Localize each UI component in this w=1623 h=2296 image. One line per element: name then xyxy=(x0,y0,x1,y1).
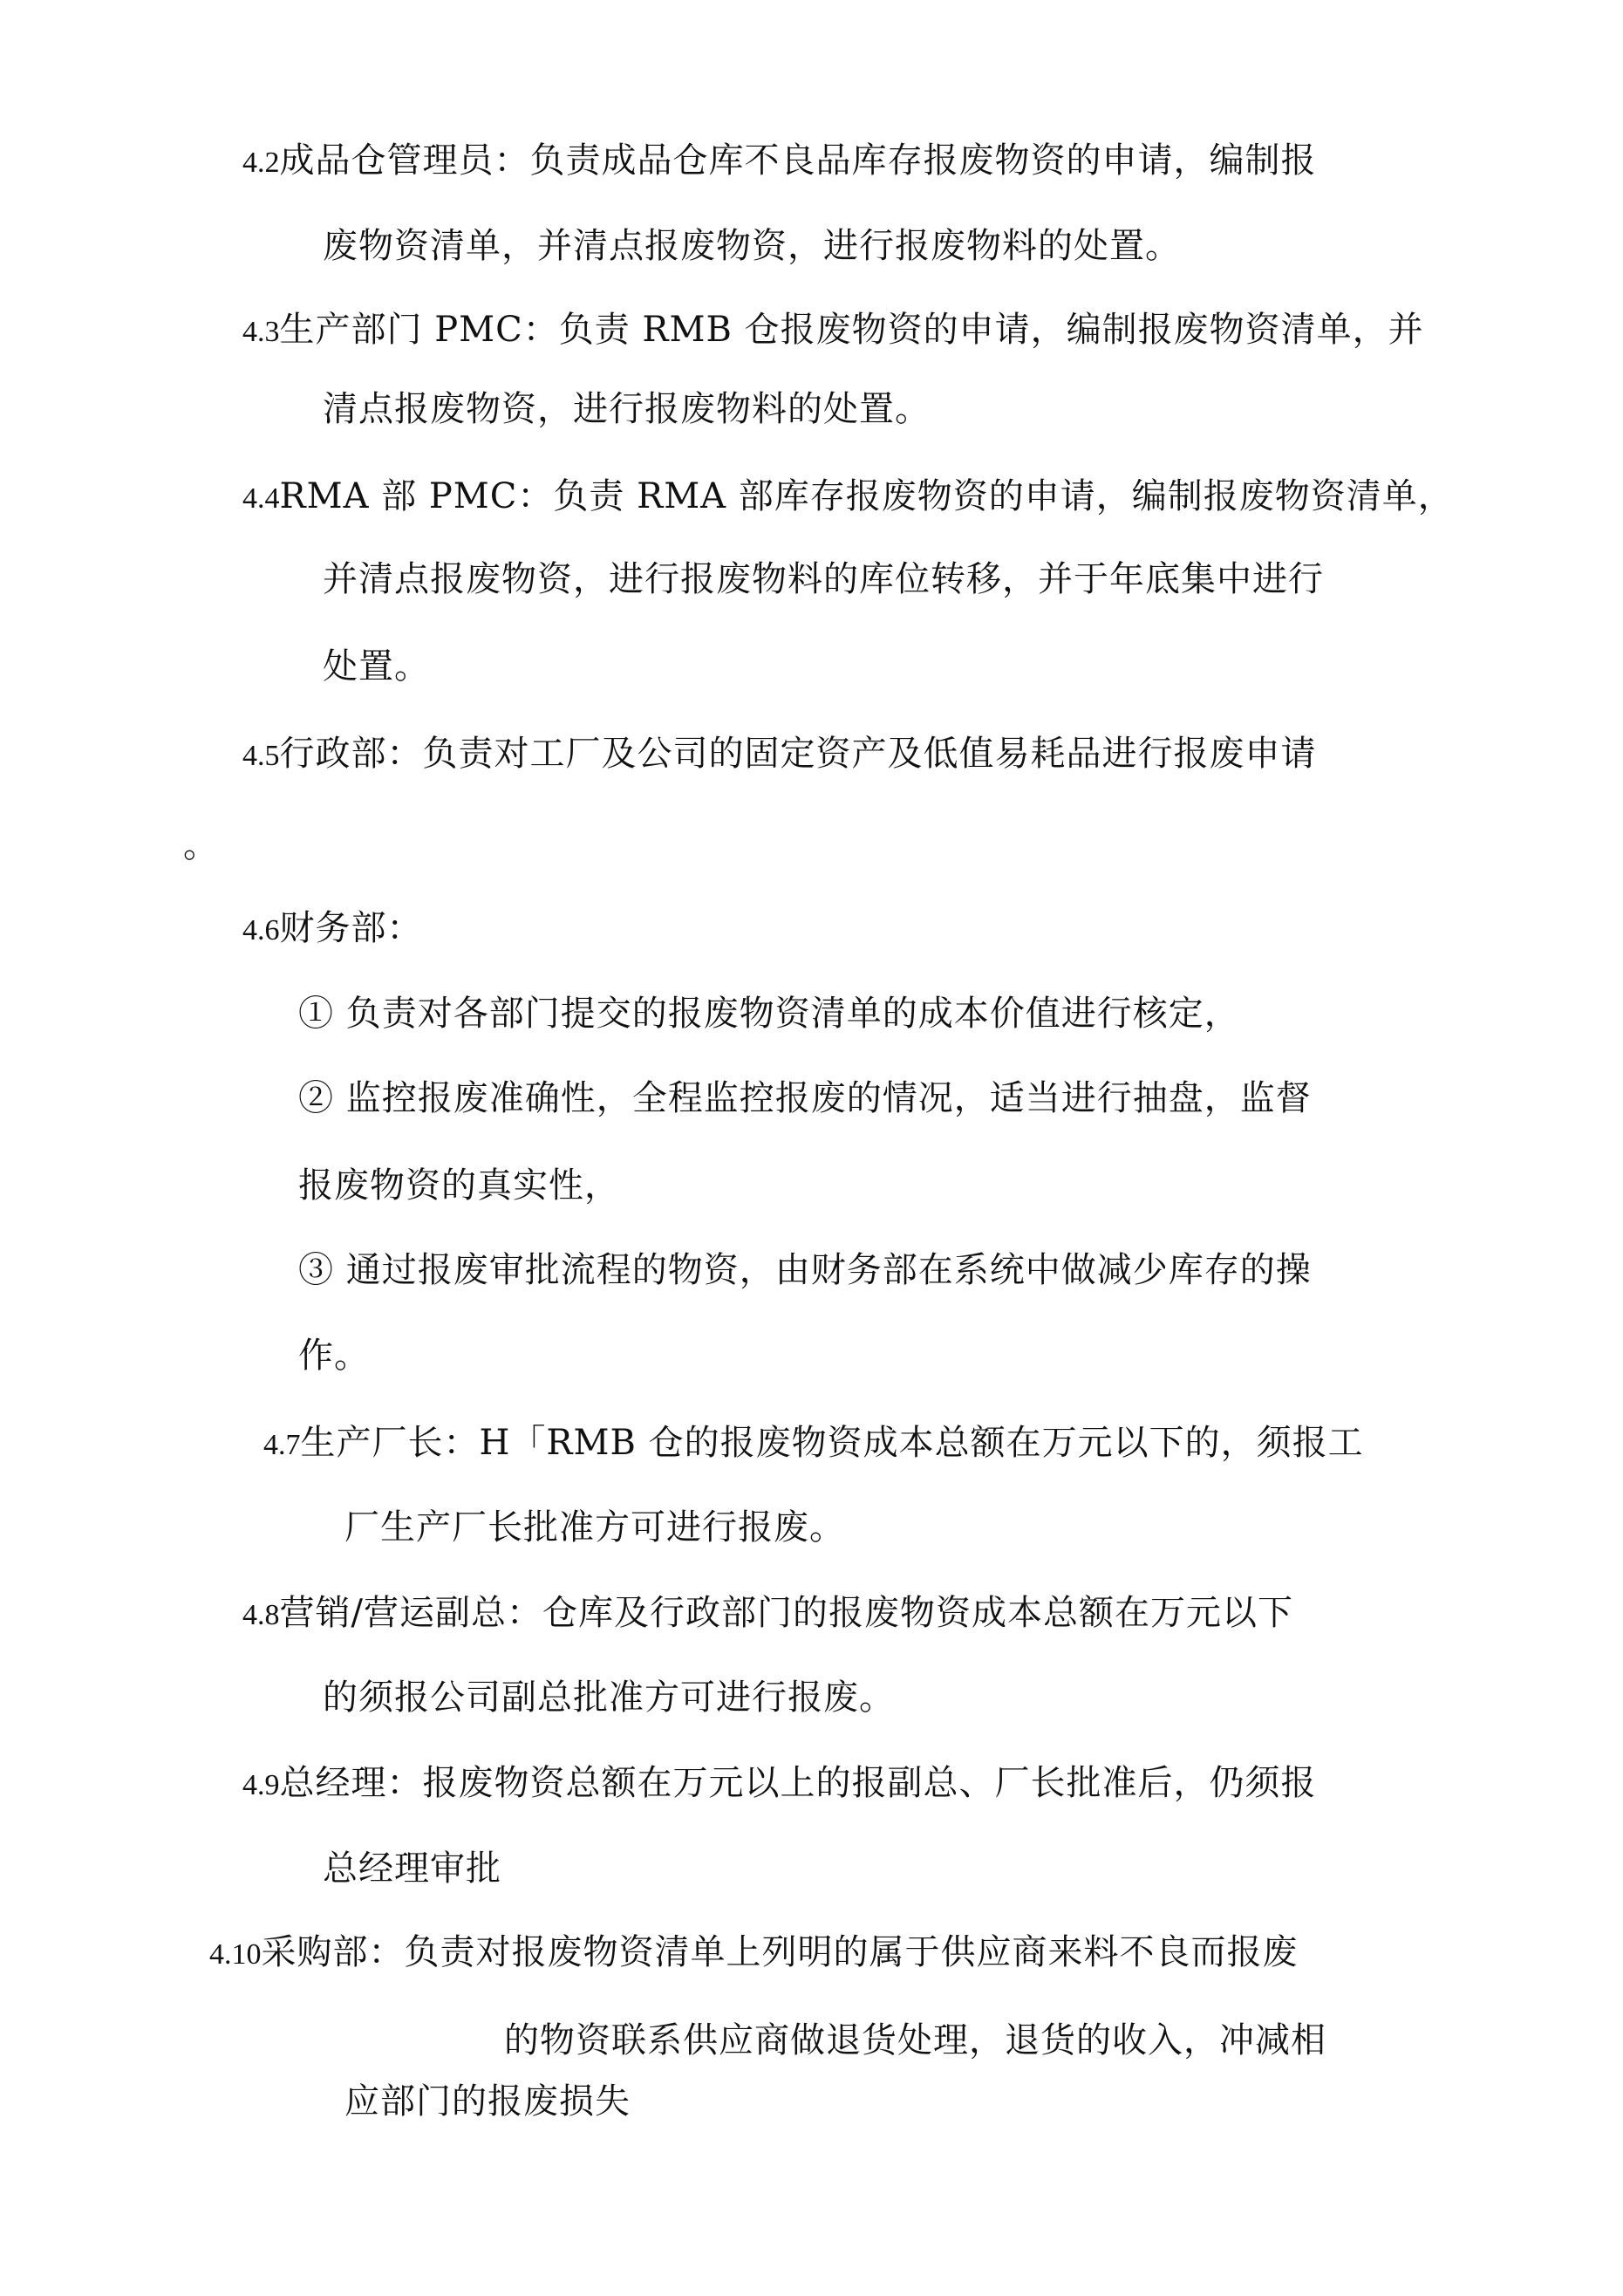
section-4-6-line-1 xyxy=(242,907,423,952)
section-number: 4.3 xyxy=(242,316,280,348)
section-text: 成品仓管理员：负责成品仓库不良品库存报废物资的申请，编制报 xyxy=(279,140,1317,181)
section-4-3-line-2: 清点报废物资，进行报废物料的处置。 xyxy=(323,389,931,429)
section-4-8-line-2: 的须报公司副总批准方可进行报废。 xyxy=(323,1678,895,1718)
section-4-4-line-1 xyxy=(242,475,1454,520)
section-text: 总经理：报废物资总额在万元以上的报副总、厂长批准后，仍须报 xyxy=(279,1763,1317,1803)
finance-item-1: ① 负责对各部门提交的报废物资清单的成本价值进行核定， xyxy=(298,994,1240,1034)
section-4-2-line-1 xyxy=(242,140,1317,184)
section-4-2-line-2: 废物资清单，并清点报废物资，进行报废物料的处置。 xyxy=(323,226,1181,266)
finance-item-2-cont: 报废物资的真实性， xyxy=(298,1165,620,1206)
section-text: RMA 部 PMC：负责 RMA 部库存报废物资的申请，编制报废物资清单， xyxy=(279,476,1454,516)
section-text: 采购部：负责对报废物资清单上列明的属于供应商来料不良而报废 xyxy=(261,1932,1299,1972)
section-number: 4.2 xyxy=(242,147,280,179)
section-4-10-line-2: 的物资联系供应商做退货处理，退货的收入，冲减相 xyxy=(504,2020,1326,2060)
section-4-9-line-2: 总经理审批 xyxy=(323,1848,501,1889)
section-4-5-line-1 xyxy=(242,733,1317,777)
finance-item-3: ③ 通过报废审批流程的物资，由财务部在系统中做减少库存的操 xyxy=(298,1250,1312,1290)
section-4-4-line-2: 并清点报废物资，进行报废物料的库位转移，并于年底集中进行 xyxy=(323,559,1324,599)
section-4-3-line-1 xyxy=(242,309,1424,353)
finance-item-2: ② 监控报废准确性，全程监控报废的情况，适当进行抽盘，监督 xyxy=(298,1078,1312,1118)
section-number: 4.7 xyxy=(263,1429,301,1461)
section-text: 生产厂长：H「RMB 仓的报废物资成本总额在万元以下的，须报工 xyxy=(300,1423,1364,1463)
section-4-10-line-1 xyxy=(209,1931,1299,1976)
section-4-8-line-1 xyxy=(242,1592,1293,1637)
section-text: 行政部：负责对工厂及公司的固定资产及低值易耗品进行报废申请 xyxy=(279,734,1317,774)
section-number: 4.6 xyxy=(242,914,280,946)
section-number: 4.5 xyxy=(242,740,280,772)
section-text: 生产部门 PMC：负责 RMB 仓报废物资的申请，编制报废物资清单，并 xyxy=(279,310,1424,350)
finance-item-3-cont: 作。 xyxy=(298,1336,370,1376)
section-number: 4.4 xyxy=(242,482,280,515)
section-text: 财务部： xyxy=(279,908,423,948)
section-4-5-line-2: 。 xyxy=(183,825,219,865)
section-number: 4.9 xyxy=(242,1769,280,1801)
section-number: 4.8 xyxy=(242,1599,280,1631)
section-text: 营销/营运副总：仓库及行政部门的报废物资成本总额在万元以下 xyxy=(279,1593,1293,1633)
section-number: 4.10 xyxy=(209,1938,262,1971)
section-4-7-line-2: 厂生产厂长批准方可进行报废。 xyxy=(344,1507,845,1548)
section-4-7-line-1 xyxy=(263,1422,1364,1466)
section-4-10-line-3: 应部门的报废损失 xyxy=(344,2081,631,2122)
section-4-9-line-1 xyxy=(242,1762,1317,1807)
section-4-4-line-3: 处置。 xyxy=(323,646,430,687)
